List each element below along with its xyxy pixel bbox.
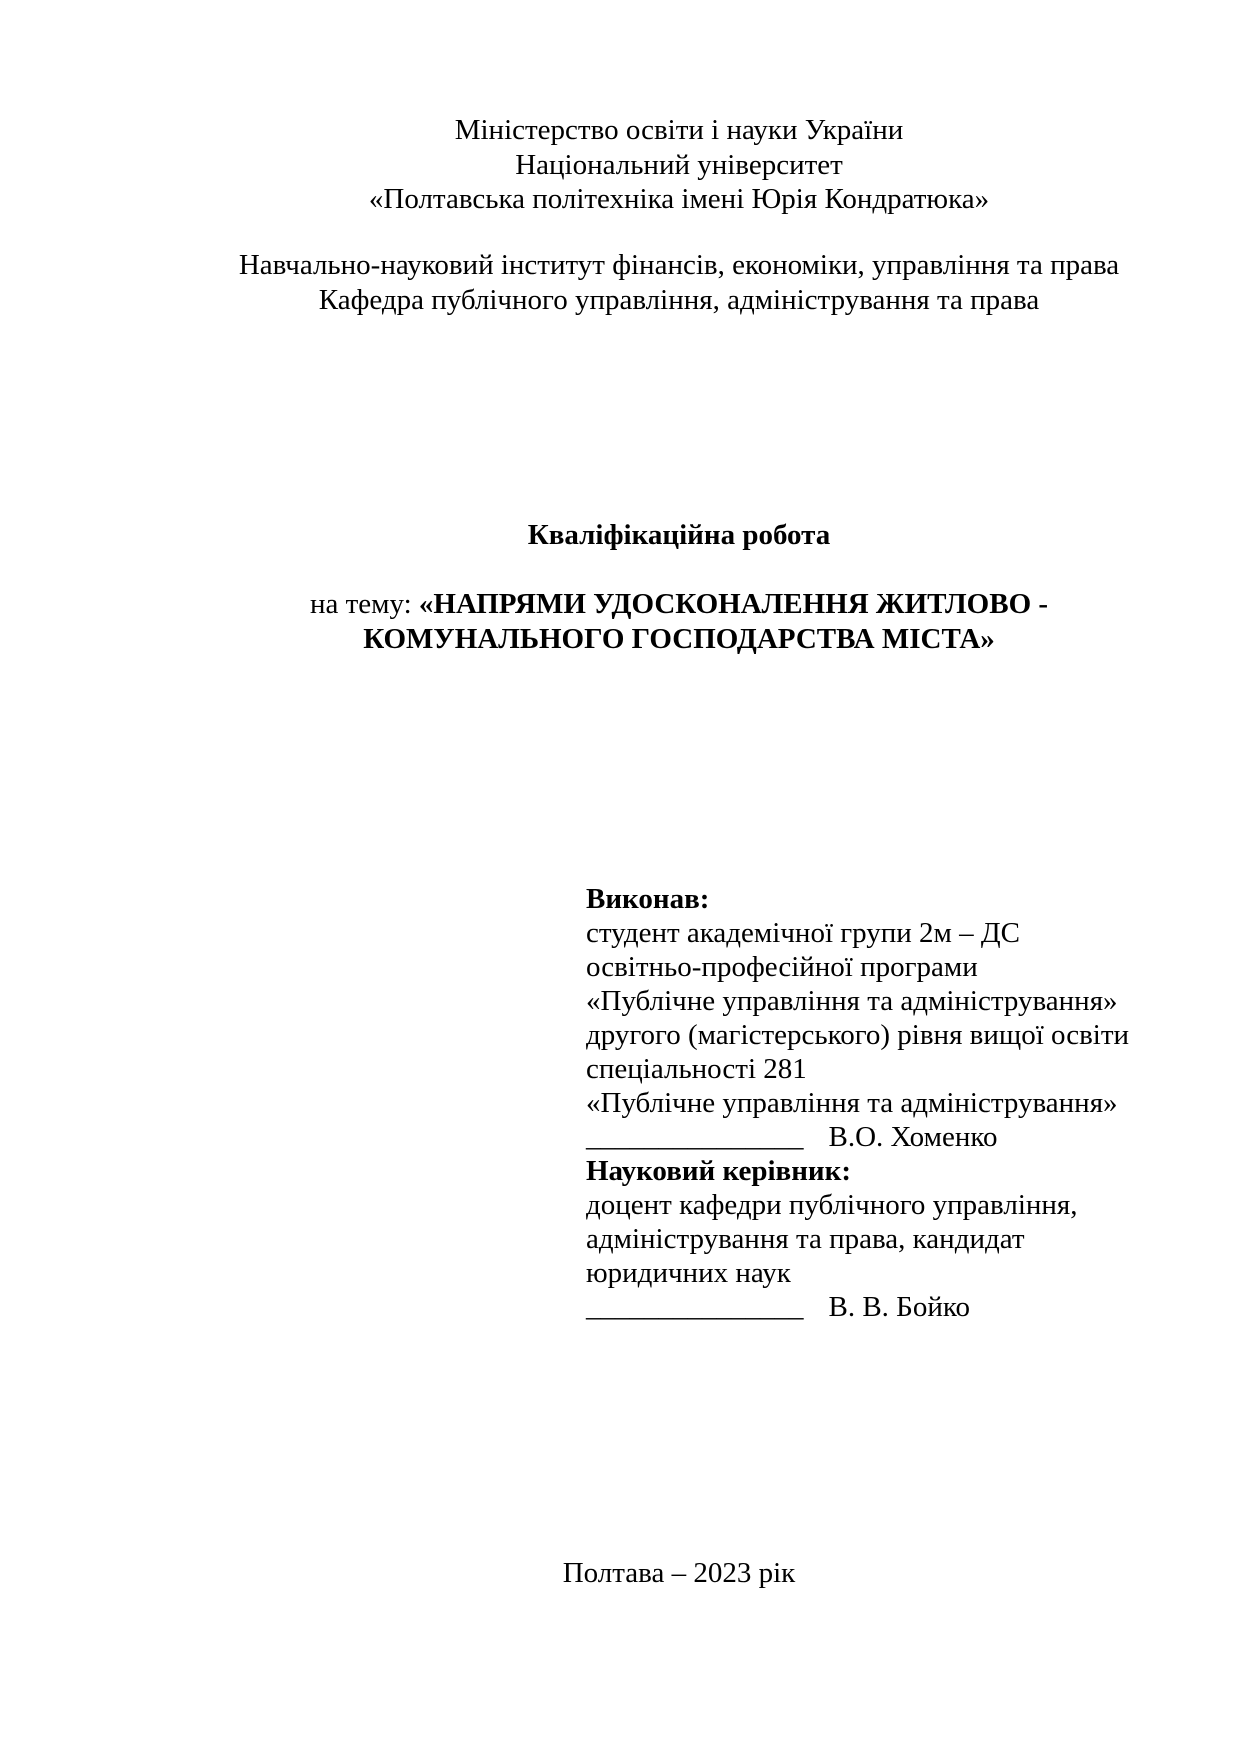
institute-block	[177, 248, 1181, 317]
work-type-title: Кваліфікаційна робота	[527, 519, 831, 551]
executor-line: освітньо-професійної програми	[586, 951, 978, 983]
supervisor-line: доцент кафедри публічного управління,	[586, 1189, 1078, 1221]
executor-line: другого (магістерського) рівня вищої освіти	[586, 1019, 1130, 1051]
credits-block	[586, 882, 1186, 1324]
executor-signature-row	[586, 1120, 1186, 1154]
supervisor-signature-row	[586, 1290, 1186, 1324]
university-name-line: «Полтавська політехніка імені Юрія Кондратюка»	[368, 183, 990, 215]
institute-line: Навчально-науковий інститут фінансів, економіки, управління та права	[238, 249, 1120, 281]
supervisor-label: Науковий керівник:	[586, 1155, 852, 1187]
department-line: Кафедра публічного управління, адміністрування та права	[318, 283, 1040, 316]
signature-underline: _______________	[586, 1121, 804, 1153]
supervisor-line: юридичних наук	[586, 1257, 791, 1289]
theme-prefix: на тему:	[309, 588, 419, 620]
theme-block	[177, 587, 1181, 656]
executor-label: Виконав:	[586, 883, 710, 915]
executor-line: спеціальності 281	[586, 1053, 807, 1085]
executor-signature-name: В.О. Хоменко	[828, 1121, 998, 1153]
theme-title-part1: «НАПРЯМИ УДОСКОНАЛЕННЯ ЖИТЛОВО -	[418, 588, 1049, 620]
city-year-line: Полтава – 2023 рік	[562, 1557, 796, 1589]
supervisor-line: адміністрування та права, кандидат	[586, 1223, 1025, 1255]
footer-block	[177, 1556, 1181, 1591]
theme-title-part2: КОМУНАЛЬНОГО ГОСПОДАРСТВА МІСТА»	[363, 622, 995, 655]
executor-line: «Публічне управління та адміністрування»	[586, 1087, 1118, 1119]
header-block	[177, 113, 1181, 217]
executor-line: «Публічне управління та адміністрування»	[586, 985, 1118, 1017]
signature-underline: _______________	[586, 1291, 804, 1323]
university-line: Національний університет	[515, 148, 843, 181]
supervisor-signature-name: В. В. Бойко	[828, 1291, 970, 1323]
theme-line-1	[177, 587, 1181, 622]
ministry-line: Міністерство освіти і науки України	[454, 114, 904, 146]
executor-line: студент академічної групи 2м – ДС	[586, 917, 1021, 949]
